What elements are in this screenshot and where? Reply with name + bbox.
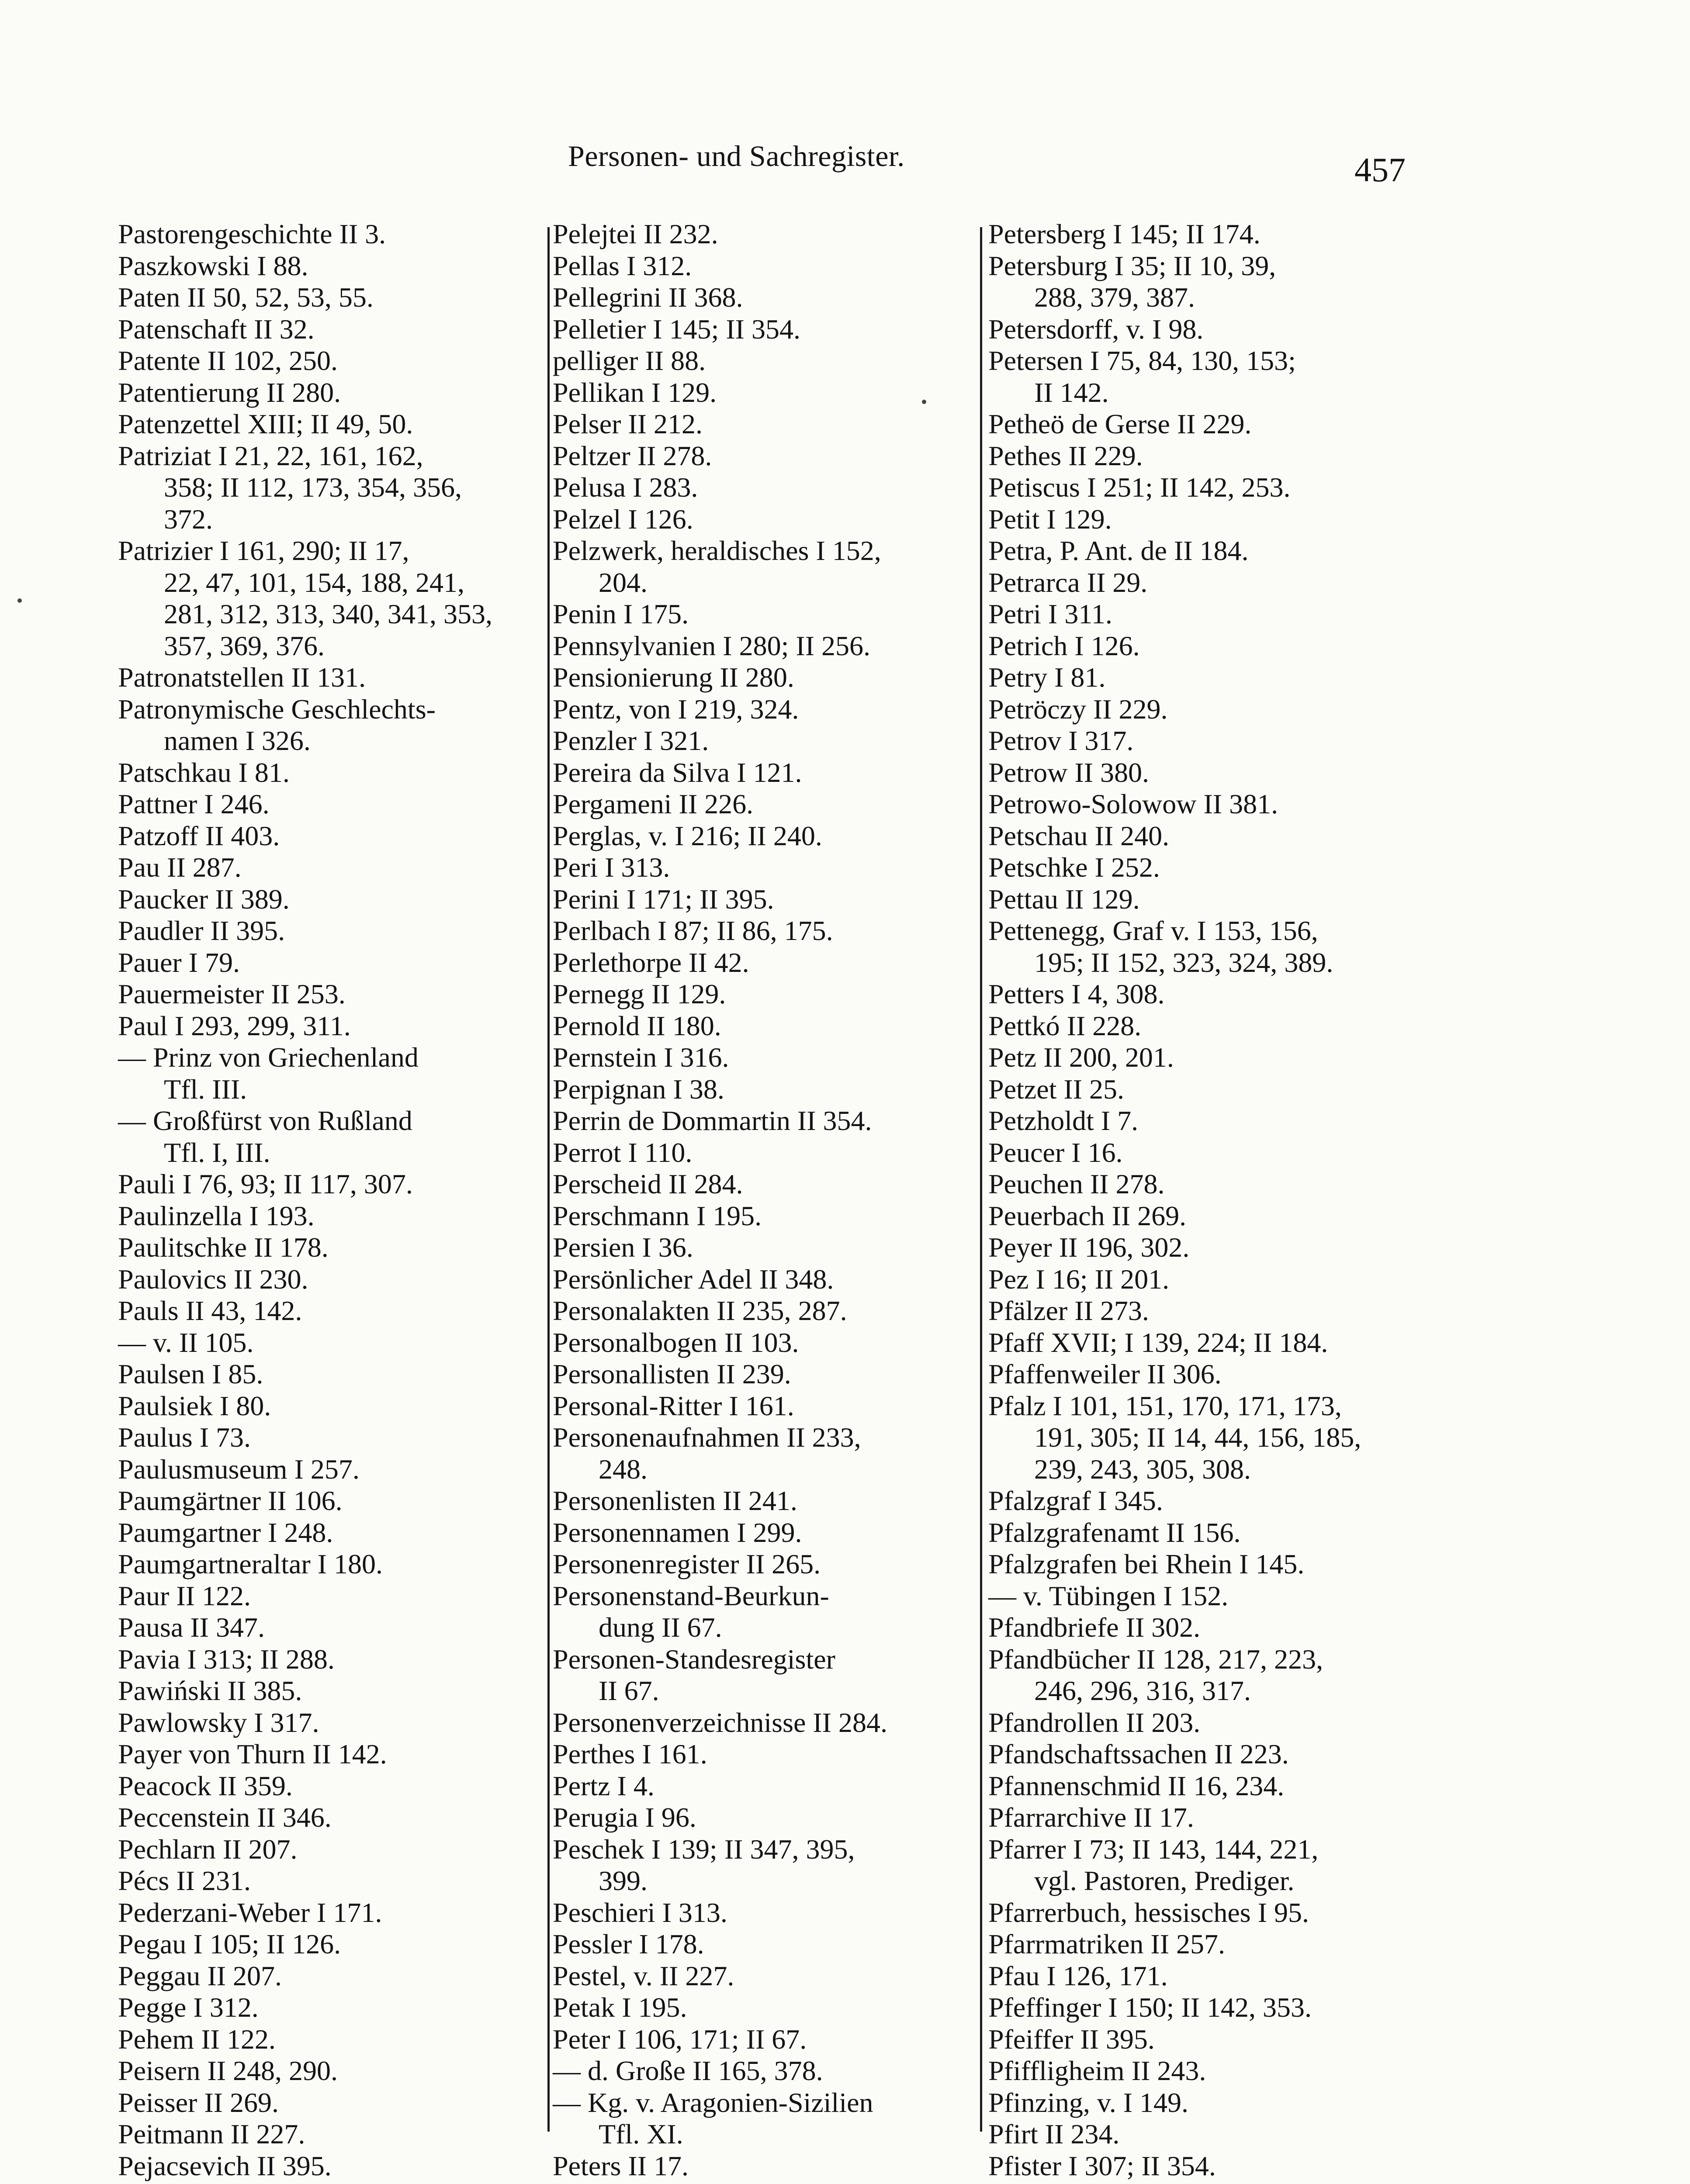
index-entry: Peltzer II 278. bbox=[553, 440, 712, 471]
index-entry: Pfaff XVII; I 139, 224; II 184. bbox=[988, 1327, 1328, 1358]
index-entry-continuation: 246, 296, 316, 317. bbox=[1034, 1675, 1251, 1706]
index-entry: Paulsiek I 80. bbox=[118, 1390, 271, 1421]
index-entry: Petrow II 380. bbox=[988, 757, 1149, 788]
column-divider bbox=[547, 227, 550, 2132]
index-entry: Personalakten II 235, 287. bbox=[553, 1295, 847, 1326]
index-entry: Pergameni II 226. bbox=[553, 788, 754, 819]
index-entry: Paulinzella I 193. bbox=[118, 1200, 315, 1231]
index-entry: Pavia I 313; II 288. bbox=[118, 1643, 335, 1675]
index-entry: Paul I 293, 299, 311. bbox=[118, 1010, 351, 1041]
index-entry: Patenschaft II 32. bbox=[118, 313, 315, 345]
index-entry: Paumgartneraltar I 180. bbox=[118, 1548, 383, 1579]
index-entry-continuation: 22, 47, 101, 154, 188, 241, bbox=[164, 567, 464, 598]
index-entry: Personal-Ritter I 161. bbox=[553, 1390, 794, 1421]
index-entry: Pertz I 4. bbox=[553, 1770, 655, 1801]
index-entry: Pehem II 122. bbox=[118, 2023, 276, 2055]
index-entry-continuation: 281, 312, 313, 340, 341, 353, bbox=[164, 598, 492, 629]
index-entry: Petak I 195. bbox=[553, 1992, 687, 2023]
index-entry: Pernold II 180. bbox=[553, 1010, 721, 1041]
index-entry: Pelusa I 283. bbox=[553, 472, 698, 503]
index-entry: Patentierung II 280. bbox=[118, 377, 341, 408]
index-entry: Peschieri I 313. bbox=[553, 1897, 727, 1928]
index-entry: Pelejtei II 232. bbox=[553, 218, 718, 249]
index-entry: Pécs II 231. bbox=[118, 1865, 251, 1896]
index-entry: Personallisten II 239. bbox=[553, 1358, 791, 1389]
index-entry: Pettenegg, Graf v. I 153, 156, bbox=[988, 915, 1318, 946]
index-entry: Patrizier I 161, 290; II 17, bbox=[118, 535, 409, 566]
index-entry: Pejacsevich II 395. bbox=[118, 2150, 332, 2181]
index-entry: Personalbogen II 103. bbox=[553, 1327, 799, 1358]
index-entry: Paulovics II 230. bbox=[118, 1263, 308, 1295]
index-entry: Peacock II 359. bbox=[118, 1770, 293, 1801]
index-entry: Patente II 102, 250. bbox=[118, 345, 338, 376]
index-entry: Pettkó II 228. bbox=[988, 1010, 1142, 1041]
index-entry: Pfalzgraf I 345. bbox=[988, 1485, 1163, 1516]
index-entry: Paulusmuseum I 257. bbox=[118, 1453, 360, 1485]
index-entry: Pfeiffer II 395. bbox=[988, 2023, 1155, 2055]
index-entry: Perlbach I 87; II 86, 175. bbox=[553, 915, 833, 946]
index-entry: — d. Große II 165, 378. bbox=[553, 2055, 823, 2086]
index-entry: Petit I 129. bbox=[988, 503, 1112, 535]
index-entry: Personenregister II 265. bbox=[553, 1548, 821, 1579]
index-entry: Paumgartner I 248. bbox=[118, 1517, 333, 1548]
index-entry: Perugia I 96. bbox=[553, 1802, 696, 1833]
index-entry-continuation: namen I 326. bbox=[164, 725, 311, 756]
index-entry: Patriziat I 21, 22, 161, 162, bbox=[118, 440, 423, 471]
index-entry-continuation: dung II 67. bbox=[599, 1612, 722, 1643]
index-entry-continuation: 288, 379, 387. bbox=[1034, 282, 1195, 313]
index-entry: Peggau II 207. bbox=[118, 1960, 282, 1991]
index-entry: Persien I 36. bbox=[553, 1232, 693, 1263]
index-entry: Petzet II 25. bbox=[988, 1073, 1124, 1105]
index-entry: Pfandbücher II 128, 217, 223, bbox=[988, 1643, 1323, 1675]
speck-mark bbox=[17, 598, 22, 603]
index-column-3 bbox=[988, 218, 1421, 2182]
index-entry: Pentz, von I 219, 324. bbox=[553, 693, 799, 725]
index-entry-continuation: Tfl. III. bbox=[164, 1073, 247, 1105]
index-entry: Peisern II 248, 290. bbox=[118, 2055, 338, 2086]
index-entry: Petiscus I 251; II 142, 253. bbox=[988, 472, 1291, 503]
index-entry: Pfau I 126, 171. bbox=[988, 1960, 1168, 1991]
index-entry: Pauls II 43, 142. bbox=[118, 1295, 302, 1326]
index-entry: Personenverzeichnisse II 284. bbox=[553, 1707, 887, 1738]
index-entry: Pau II 287. bbox=[118, 852, 242, 883]
index-entry: Pfirt II 234. bbox=[988, 2118, 1120, 2149]
index-entry: Paur II 122. bbox=[118, 1580, 251, 1611]
index-entry: Persönlicher Adel II 348. bbox=[553, 1263, 834, 1295]
index-entry-continuation: II 142. bbox=[1034, 377, 1109, 408]
index-entry: Petersburg I 35; II 10, 39, bbox=[988, 250, 1276, 281]
index-entry: Petry I 81. bbox=[988, 662, 1106, 693]
index-entry: Personen-Standesregister bbox=[553, 1643, 835, 1675]
index-entry: Perini I 171; II 395. bbox=[553, 883, 774, 915]
index-entry: Paulitschke II 178. bbox=[118, 1232, 329, 1263]
index-entry: Pfarrmatriken II 257. bbox=[988, 1928, 1226, 1959]
index-entry: Pfannenschmid II 16, 234. bbox=[988, 1770, 1285, 1801]
index-entry: Pelletier I 145; II 354. bbox=[553, 313, 800, 345]
running-header: Personen- und Sachregister. bbox=[568, 139, 905, 173]
index-entry-continuation: 357, 369, 376. bbox=[164, 630, 325, 661]
index-entry: Pfalzgrafen bei Rhein I 145. bbox=[988, 1548, 1305, 1579]
index-entry: Pfarrarchive II 17. bbox=[988, 1802, 1194, 1833]
index-entry-continuation: 191, 305; II 14, 44, 156, 185, bbox=[1034, 1422, 1361, 1453]
index-entry-continuation: Tfl. I, III. bbox=[164, 1137, 270, 1168]
index-entry: Peri I 313. bbox=[553, 852, 670, 883]
index-entry: Personennamen I 299. bbox=[553, 1517, 802, 1548]
index-entry: Perrot I 110. bbox=[553, 1137, 693, 1168]
index-entry: pelliger II 88. bbox=[553, 345, 706, 376]
index-entry: Peschek I 139; II 347, 395, bbox=[553, 1833, 855, 1865]
index-entry: Pfarrerbuch, hessisches I 95. bbox=[988, 1897, 1309, 1928]
column-divider bbox=[980, 227, 982, 2132]
index-entry: Pelzwerk, heraldisches I 152, bbox=[553, 535, 881, 566]
index-entry: Paulsen I 85. bbox=[118, 1358, 263, 1389]
index-entry: Petröczy II 229. bbox=[988, 693, 1168, 725]
index-entry: Pastorengeschichte II 3. bbox=[118, 218, 386, 249]
index-entry: Payer von Thurn II 142. bbox=[118, 1738, 387, 1769]
index-entry: Peisser II 269. bbox=[118, 2087, 279, 2118]
index-entry: Petra, P. Ant. de II 184. bbox=[988, 535, 1249, 566]
index-entry: Petheö de Gerse II 229. bbox=[988, 408, 1252, 439]
index-entry: Pestel, v. II 227. bbox=[553, 1960, 734, 1991]
index-entry: Peyer II 196, 302. bbox=[988, 1232, 1190, 1263]
index-entry: Pfandschaftssachen II 223. bbox=[988, 1738, 1289, 1769]
index-entry: Pernegg II 129. bbox=[553, 978, 726, 1009]
index-entry: Pfinzing, v. I 149. bbox=[988, 2087, 1189, 2118]
index-entry: Pfister I 307; II 354. bbox=[988, 2150, 1216, 2181]
index-entry: — v. II 105. bbox=[118, 1327, 254, 1358]
index-entry: Paulus I 73. bbox=[118, 1422, 251, 1453]
index-entry: — Kg. v. Aragonien-Sizilien bbox=[553, 2087, 873, 2118]
speck-mark bbox=[922, 400, 926, 404]
index-entry-continuation: 399. bbox=[599, 1865, 648, 1896]
index-entry: Pereira da Silva I 121. bbox=[553, 757, 802, 788]
index-entry: Perlethorpe II 42. bbox=[553, 947, 749, 978]
index-entry-continuation: II 67. bbox=[599, 1675, 659, 1706]
index-entry: Paten II 50, 52, 53, 55. bbox=[118, 282, 374, 313]
index-entry: Peitmann II 227. bbox=[118, 2118, 305, 2149]
index-entry: Personenstand-Beurkun- bbox=[553, 1580, 829, 1611]
index-entry: Pechlarn II 207. bbox=[118, 1833, 298, 1865]
index-entry: — Großfürst von Rußland bbox=[118, 1105, 412, 1136]
index-entry-continuation: 239, 243, 305, 308. bbox=[1034, 1453, 1251, 1485]
index-entry: Petzholdt I 7. bbox=[988, 1105, 1139, 1136]
index-entry: Pez I 16; II 201. bbox=[988, 1263, 1170, 1295]
index-entry: Patronatstellen II 131. bbox=[118, 662, 366, 693]
index-entry: Petrowo-Solowow II 381. bbox=[988, 788, 1278, 819]
index-entry: Pettau II 129. bbox=[988, 883, 1140, 915]
index-entry: Paumgärtner II 106. bbox=[118, 1485, 343, 1516]
index-entry: Petters I 4, 308. bbox=[988, 978, 1165, 1009]
index-entry-continuation: 372. bbox=[164, 503, 213, 535]
index-entry: Pfarrer I 73; II 143, 144, 221, bbox=[988, 1833, 1319, 1865]
index-entry: Perrin de Dommartin II 354. bbox=[553, 1105, 872, 1136]
index-entry: Peters II 17. bbox=[553, 2150, 689, 2181]
index-entry: Paucker II 389. bbox=[118, 883, 290, 915]
index-entry: Perschmann I 195. bbox=[553, 1200, 762, 1231]
index-entry: Personenaufnahmen II 233, bbox=[553, 1422, 861, 1453]
index-entry: Patenzettel XIII; II 49, 50. bbox=[118, 408, 413, 439]
index-entry: Pelser II 212. bbox=[553, 408, 703, 439]
page-number: 457 bbox=[1354, 151, 1406, 189]
index-entry: Pawiński II 385. bbox=[118, 1675, 302, 1706]
index-entry: Petri I 311. bbox=[988, 598, 1112, 629]
index-entry: Petschke I 252. bbox=[988, 852, 1160, 883]
index-entry: Pellikan I 129. bbox=[553, 377, 717, 408]
index-entry: Petersdorff, v. I 98. bbox=[988, 313, 1204, 345]
index-entry: Pegau I 105; II 126. bbox=[118, 1928, 341, 1959]
index-entry: Perglas, v. I 216; II 240. bbox=[553, 820, 822, 851]
index-entry-continuation: Tfl. XI. bbox=[599, 2118, 683, 2149]
index-entry: Penzler I 321. bbox=[553, 725, 709, 756]
index-entry: Peter I 106, 171; II 67. bbox=[553, 2023, 807, 2055]
index-entry: Peucer I 16. bbox=[988, 1137, 1123, 1168]
index-entry: Pethes II 229. bbox=[988, 440, 1143, 471]
index-entry: Pfälzer II 273. bbox=[988, 1295, 1149, 1326]
index-column-2 bbox=[553, 218, 972, 2182]
index-entry: Pessler I 178. bbox=[553, 1928, 704, 1959]
index-entry: Pauli I 76, 93; II 117, 307. bbox=[118, 1168, 413, 1199]
index-column-1 bbox=[118, 218, 537, 2182]
index-entry: Petrov I 317. bbox=[988, 725, 1134, 756]
index-entry: Pfalz I 101, 151, 170, 171, 173, bbox=[988, 1390, 1342, 1421]
index-entry: Perthes I 161. bbox=[553, 1738, 707, 1769]
index-entry: Patronymische Geschlechts- bbox=[118, 693, 436, 725]
index-entry: Paudler II 395. bbox=[118, 915, 285, 946]
index-entry: Pennsylvanien I 280; II 256. bbox=[553, 630, 870, 661]
index-entry: — v. Tübingen I 152. bbox=[988, 1580, 1229, 1611]
index-entry: Pelzel I 126. bbox=[553, 503, 693, 535]
index-entry: Pfeffinger I 150; II 142, 353. bbox=[988, 1992, 1312, 2023]
index-entry: Perpignan I 38. bbox=[553, 1073, 724, 1105]
index-entry-continuation: 248. bbox=[599, 1453, 648, 1485]
index-entry: Paszkowski I 88. bbox=[118, 250, 308, 281]
index-entry: Pfandrollen II 203. bbox=[988, 1707, 1201, 1738]
index-entry: Petersberg I 145; II 174. bbox=[988, 218, 1261, 249]
index-entry-continuation: 358; II 112, 173, 354, 356, bbox=[164, 472, 462, 503]
index-entry: Pfaffenweiler II 306. bbox=[988, 1358, 1222, 1389]
index-entry: Patschkau I 81. bbox=[118, 757, 290, 788]
index-entry: Petrarca II 29. bbox=[988, 567, 1148, 598]
index-entry: Peuerbach II 269. bbox=[988, 1200, 1187, 1231]
index-entry: Pawlowsky I 317. bbox=[118, 1707, 319, 1738]
index-entry: Pellas I 312. bbox=[553, 250, 692, 281]
index-entry: Petz II 200, 201. bbox=[988, 1042, 1174, 1073]
index-entry: Perscheid II 284. bbox=[553, 1168, 743, 1199]
index-entry-continuation: 195; II 152, 323, 324, 389. bbox=[1034, 947, 1333, 978]
index-entry: Petrich I 126. bbox=[988, 630, 1140, 661]
index-entry: Pauer I 79. bbox=[118, 947, 240, 978]
index-entry: Pattner I 246. bbox=[118, 788, 270, 819]
index-entry-continuation: vgl. Pastoren, Prediger. bbox=[1034, 1865, 1295, 1896]
index-entry: Penin I 175. bbox=[553, 598, 689, 629]
index-entry: Pegge I 312. bbox=[118, 1992, 259, 2023]
index-entry: Pensionierung II 280. bbox=[553, 662, 794, 693]
index-entry: Pfiffligheim II 243. bbox=[988, 2055, 1206, 2086]
index-entry: Pellegrini II 368. bbox=[553, 282, 743, 313]
index-entry: Pausa II 347. bbox=[118, 1612, 265, 1643]
index-entry: Patzoff II 403. bbox=[118, 820, 280, 851]
index-entry-continuation: 204. bbox=[599, 567, 648, 598]
index-entry: Personenlisten II 241. bbox=[553, 1485, 797, 1516]
index-entry: — Prinz von Griechenland bbox=[118, 1042, 419, 1073]
index-entry: Petersen I 75, 84, 130, 153; bbox=[988, 345, 1296, 376]
index-entry: Pederzani-Weber I 171. bbox=[118, 1897, 382, 1928]
index-entry: Pfandbriefe II 302. bbox=[988, 1612, 1201, 1643]
index-entry: Pernstein I 316. bbox=[553, 1042, 729, 1073]
index-entry: Petschau II 240. bbox=[988, 820, 1170, 851]
index-entry: Pfalzgrafenamt II 156. bbox=[988, 1517, 1241, 1548]
index-entry: Pauermeister II 253. bbox=[118, 978, 346, 1009]
index-entry: Peuchen II 278. bbox=[988, 1168, 1165, 1199]
index-entry: Peccenstein II 346. bbox=[118, 1802, 332, 1833]
